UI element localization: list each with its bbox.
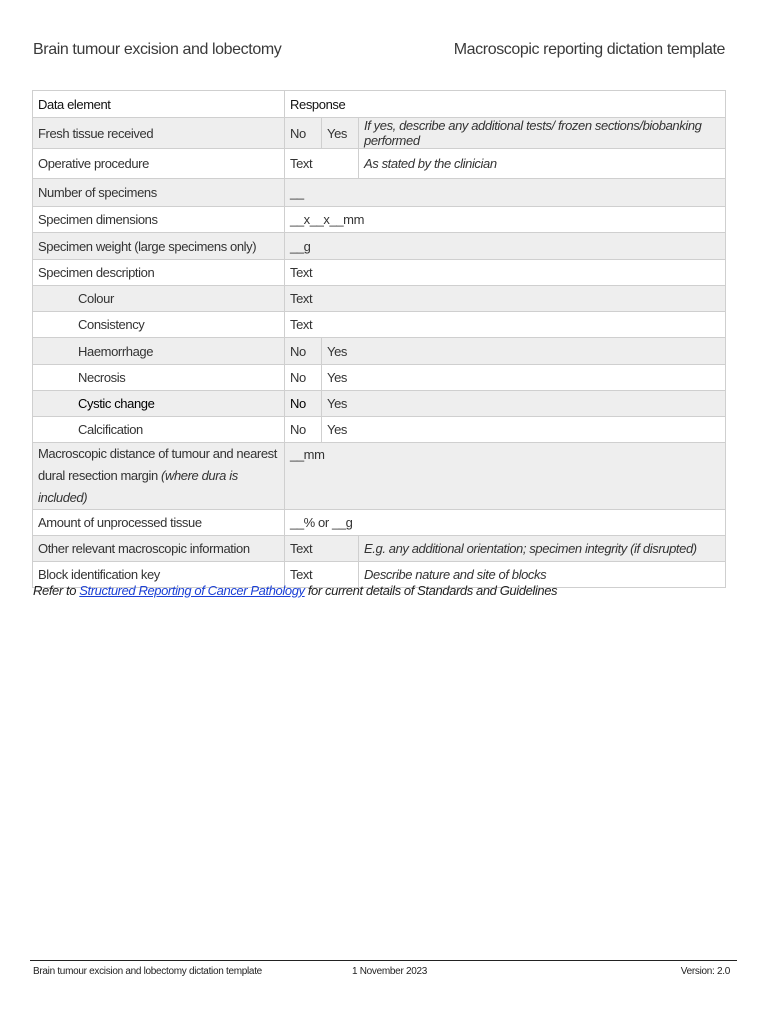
response-note: Describe nature and site of blocks [359,562,726,588]
response-option: Yes [322,391,726,417]
row-label: Operative procedure [33,149,285,179]
document-subtitle: Macroscopic reporting dictation template [453,41,725,58]
footer-divider [30,960,737,961]
response-value: Text [285,536,359,562]
response-note: If yes, describe any additional tests/ frozen sections/biobanking performed [359,118,726,149]
row-label: Haemorrhage [33,338,285,365]
table-header-row [33,91,726,118]
response-option: No [285,365,322,391]
response-value: Text [285,149,359,179]
footer-date: 1 November 2023 [352,966,427,977]
footer-version: Version: 2.0 [680,966,730,977]
row-label: Consistency [33,312,285,338]
response-value: __x__x__mm [285,207,726,233]
response-value: Text [285,286,726,312]
reference-suffix: for current details of Standards and Guidelines [304,583,558,598]
response-value: Text [285,562,359,588]
table-row [33,391,726,417]
table-row [33,443,726,510]
row-label [33,443,285,510]
table-row [33,286,726,312]
response-option: No [285,338,322,365]
response-value: Text [285,260,726,286]
table-row [33,365,726,391]
table-row [33,207,726,233]
table-row [33,417,726,443]
header-response: Response [285,91,726,118]
reference-prefix: Refer to [33,583,80,598]
response-value: __ [285,179,726,207]
row-label-text: Macroscopic distance of tumour and nearest dural resection margin [38,446,277,483]
row-label: Necrosis [33,365,285,391]
row-label: Specimen weight (large specimens only) [33,233,285,260]
table-row [33,536,726,562]
table-row [33,179,726,207]
response-option: Yes [322,417,726,443]
row-label: Block identification key [33,562,285,588]
table-row [33,312,726,338]
row-label: Specimen description [33,260,285,286]
table-row [33,338,726,365]
response-value: __g [285,233,726,260]
response-option: No [285,118,322,149]
table-row [33,510,726,536]
table-row [33,260,726,286]
row-label-qualifier: (where dura is included) [38,468,238,505]
response-note: As stated by the clinician [359,149,726,179]
table-row [33,118,726,149]
response-value: __mm [285,443,726,510]
footer-document-name: Brain tumour excision and lobectomy dictation template [33,966,262,977]
row-label: Other relevant macroscopic information [33,536,285,562]
response-option: Yes [322,118,359,149]
dictation-table [32,90,726,588]
row-label: Number of specimens [33,179,285,207]
reference-note [33,583,557,598]
response-note: E.g. any additional orientation; specimen integrity (if disrupted) [359,536,726,562]
table-row [33,149,726,179]
response-value: Text [285,312,726,338]
table-row [33,233,726,260]
header-data-element: Data element [33,91,285,118]
row-label: Colour [33,286,285,312]
response-option: No [285,391,322,417]
response-option: Yes [322,338,726,365]
response-option: No [285,417,322,443]
document-title: Brain tumour excision and lobectomy [33,41,282,58]
row-label: Specimen dimensions [33,207,285,233]
row-label: Fresh tissue received [33,118,285,149]
response-value: __% or __g [285,510,726,536]
row-label: Cystic change [33,391,285,417]
row-label: Calcification [33,417,285,443]
row-label: Amount of unprocessed tissue [33,510,285,536]
response-option: Yes [322,365,726,391]
structured-reporting-link[interactable]: Structured Reporting of Cancer Pathology [79,583,305,598]
